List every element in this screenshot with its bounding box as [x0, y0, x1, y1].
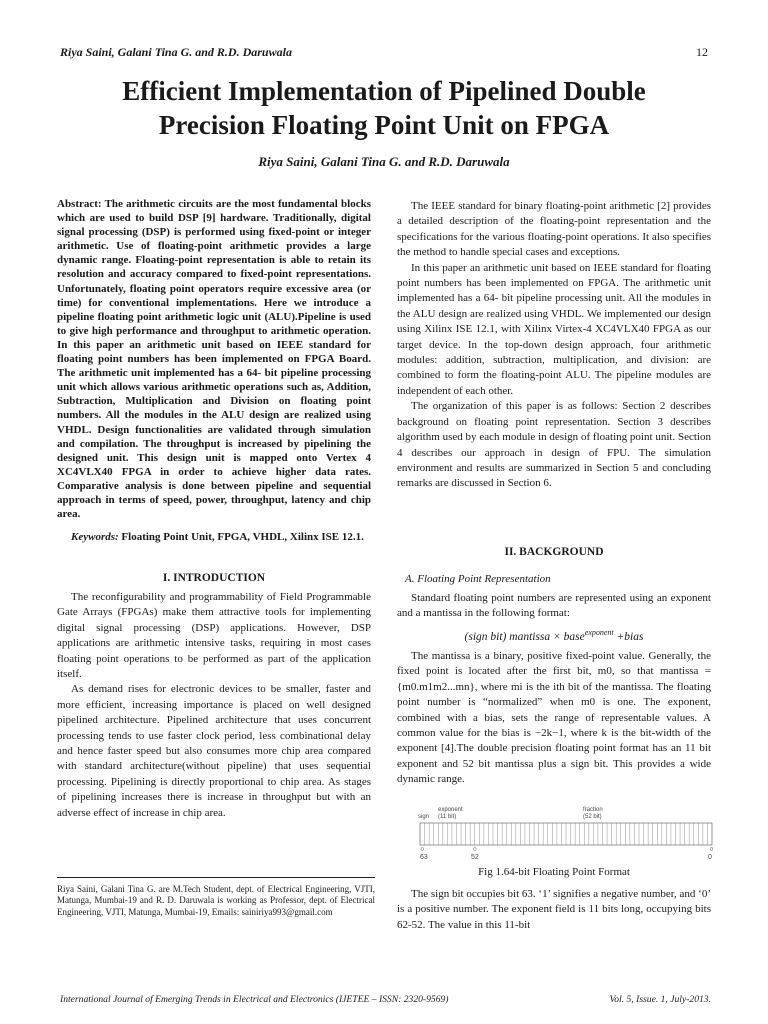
keywords: [57, 530, 371, 545]
bit-marker: [710, 848, 713, 851]
right-column-intro: [397, 199, 711, 492]
footnote-rule: [57, 877, 375, 878]
bit-cells: [420, 823, 713, 850]
footnote: Riya Saini, Galani Tina G. are M.Tech Student, dept. of Electrical Engineering, VJTI, Matunga, Mumbai-19 and R. D. Daruwala is working as Professor, dept. of Electrical Engineering, VJTI, Matunga, Mumbai-19, Emails: sainiriya993@gmail.com: [57, 884, 375, 917]
right-paragraph-3: The organization of this paper is as follows: Section 2 describes background on floating point representation. Section 3 describes algorithm used by each module in design of floating point unit. Section 4 describes our approach in design of FPU. The simulation environment and results are summarized in Section 5 and concluding remarks are discussed in Section 6.: [397, 400, 711, 490]
title-line-2: Precision Floating Point Unit on FPGA: [158, 110, 610, 140]
running-header-authors: Riya Saini, Galani Tina G. and R.D. Daruwala: [60, 45, 292, 59]
format-formula: [397, 628, 711, 643]
section-heading-background: II. BACKGROUND: [504, 546, 604, 558]
figure-tick-63: 63: [420, 854, 428, 861]
figure-fraction-bits: (52 bit): [583, 814, 602, 820]
sign-paragraph: The sign bit occupies bit 63. ‘1’ signifies a negative number, and ‘0’ is a positive number. The exponent field is 11 bits long, occupying bits 62-52. The value in this 11-bit: [397, 888, 711, 931]
right-paragraph-2: In this paper an arithmetic unit based on IEEE standard for floating point numbers has been implemented on FPGA. The arithmetic unit implemented has a 64- bit pipeline processing unit. All the modules in the ALU design are realized using VHDL. We implemented our design using Xilinx ISE 12.1, with Xilinx Virtex-4 XC4VLX40 FPGA as our target device. In the top-down design approach, four arithmetic modules: addition, subtraction, multiplication, and division: are combined to form the floating-point ALU. The pipeline modules are independent of each other.: [397, 261, 711, 397]
title-line-1: Efficient Implementation of Pipelined Double: [122, 76, 646, 106]
figure-tick-0: 0: [708, 854, 712, 861]
bit-marker: [473, 848, 476, 851]
keywords-text: Floating Point Unit, FPGA, VHDL, Xilinx ISE 12.1.: [121, 531, 364, 543]
intro-paragraph-2: As demand rises for electronic devices to be smaller, faster and more efficient, increasing importance is placed on well designed pipelined architecture. Pipelined architecture that uses concurrent processing tends to use faster clock period, less combinational delay and hence faster speed but also consumes more chip area compared with standard architecture(without pipeline) that uses sequential processing. Pipelining is directly proportional to chip area. As stages of pipelining increases there is increase in throughput but with an adverse effect of increase in chip area.: [57, 683, 371, 819]
author-line: Riya Saini, Galani Tina G. and R.D. Daruwala: [258, 154, 510, 169]
section-heading-introduction: I. INTRODUCTION: [162, 572, 266, 584]
figure-fraction-label: fraction: [583, 807, 603, 813]
right-paragraph-1: The IEEE standard for binary floating-point arithmetic [2] provides a detailed description of the floating-point representation and the specifications for the various floating-point operations. It also specifies the method to handle special cases and exceptions.: [397, 200, 711, 259]
paper-title: [40, 74, 728, 142]
intro-paragraph-1: The reconfigurability and programmability of Field Programmable Gate Arrays (FPGAs) make them attractive tools for implementing digital signal processing (DSP) applications. However, DSP applications are arithmetic intensive tasks, requiring in most cases floating point operations to be performed as part of the application itself.: [57, 591, 371, 681]
background-paragraph-1: Standard floating point numbers are represented using an exponent and a mantissa in the following format:: [397, 592, 711, 620]
background-intro: [397, 591, 711, 622]
figure-exponent-label: exponent: [438, 807, 463, 813]
formula-superscript: exponent: [584, 628, 614, 637]
footer-volume: Vol. 5, Issue. 1, July-2013.: [609, 994, 711, 1005]
subsection-heading: A. Floating Point Representation: [405, 573, 551, 585]
footer-journal: International Journal of Emerging Trends in Electrical and Electronics (IJETEE – ISSN: 2320-9569): [60, 994, 449, 1005]
keywords-label: Keywords:: [71, 531, 119, 543]
floating-point-format-figure: [415, 803, 715, 865]
formula-main: (sign bit) mantissa × base: [464, 630, 585, 643]
figure-sign-label: sign: [418, 814, 430, 820]
abstract: Abstract: The arithmetic circuits are the most fundamental blocks which are used to build DSP [9] hardware. Traditionally, digital signal processing (DSP) is performed using fixed-point or integer arithmetic. Use of floating-point arithmetic provides a large dynamic range. Floating-point representation is able to retain its resolution and accuracy compared to fixed-point representations. Unfortunately, floating point operators require excessive area (or time) for conventional implementations. Here we introduce a pipeline floating point arithmetic logic unit (ALU).Pipeline is used to give high performance and throughput to arithmetic operation. In this paper an arithmetic unit based on IEEE standard for floating point numbers has been implemented on FPGA Board. The arithmetic unit implemented has a 64- bit pipeline processing unit which allows various arithmetic operations such as, Addition, Subtraction, Multiplication and Division on floating point numbers. All the modules in the ALU design are realized using VHDL. Design functionalities are validated through simulation and compilation. The throughput is increased by pipelining the designed unit. This design unit is mapped onto Vertex 4 XC4VLX40 FPGA in order to achieve higher data rates. Comparative analysis is done between pipeline and sequential approach in terms of speed, power, throughput, latency and chip area.: [57, 198, 371, 521]
figure-caption: Fig 1.64-bit Floating Point Format: [478, 866, 630, 878]
formula-tail: +bias: [613, 630, 644, 643]
sign-bit-paragraph: [397, 887, 711, 933]
introduction-body: [57, 590, 371, 821]
figure-exponent-bits: (11 bit): [438, 814, 457, 820]
bit-marker: [421, 848, 424, 851]
figure-tick-52: 52: [471, 854, 479, 861]
background-body: [397, 649, 711, 788]
background-paragraph-2: The mantissa is a binary, positive fixed-point value. Generally, the fixed point is located after the first bit, m0, so that mantissa = {m0.m1m2...mn}, where mi is the ith bit of the mantissa. The floating point number is “normalized” when m0 is one. The exponent, combined with a bias, sets the range of representable values. A common value for the bias is −2k−1, where k is the bit-width of the exponent [4].The double precision floating point format has an 11 bit exponent and 52 bit mantissa plus a sign bit. This provides a wide dynamic range.: [397, 650, 711, 786]
page-footer: [60, 994, 711, 1005]
page-number: 12: [696, 45, 708, 59]
